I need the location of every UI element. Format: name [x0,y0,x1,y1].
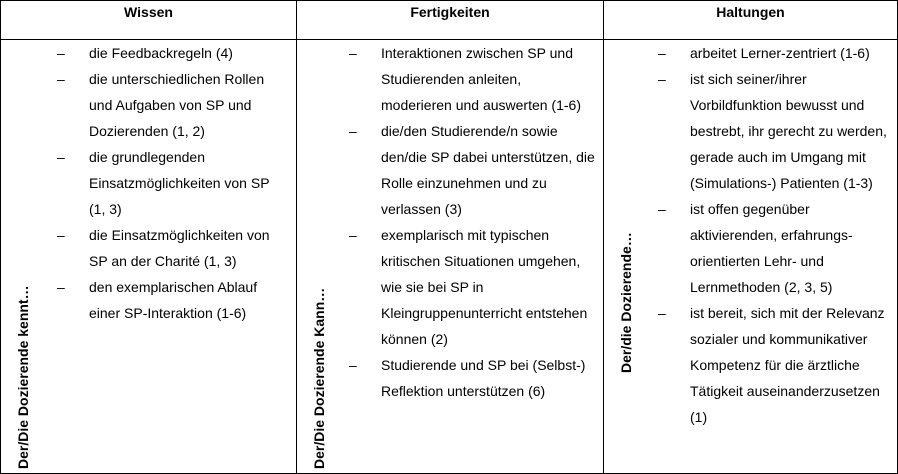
dash-bullet: – [658,45,666,61]
column-wissen [1,40,296,473]
list-item [349,118,595,222]
list-item [57,222,289,274]
list-item [57,274,289,326]
list-item [57,40,289,66]
column-fertigkeiten [297,40,603,473]
list-item-text: die grundlegenden Einsatzmöglichkeiten von SP (1, 3) [89,149,270,217]
list-item-text: ist bereit, sich mit der Relevanz sozialer und kommunikativer Kompetenz für die ärztliche Tätigkeit auseinanderzusetzen (1) [690,305,885,425]
list-item [349,352,595,404]
dash-bullet: – [57,149,65,165]
list-item-text: die unterschiedlichen Rollen und Aufgaben von SP und Dozierenden (1, 2) [89,71,265,139]
list-item [57,144,289,222]
row-label-kennt: Der/Die Dozierende kennt… [15,285,31,469]
fertigkeiten-list [349,40,595,404]
header-fertigkeiten: Fertigkeiten [410,4,490,20]
dash-bullet: – [349,227,357,243]
row-label-dozierende: Der/die Dozierende… [618,232,634,373]
dash-bullet: – [57,45,65,61]
dash-bullet: – [349,357,357,373]
list-item-text: Interaktionen zwischen SP und Studierenden anleiten, moderieren und auswerten (1-6) [381,45,581,113]
list-item [658,300,890,430]
header-haltungen: Haltungen [716,4,785,20]
list-item-text: den exemplarischen Ablauf einer SP-Interaktion (1-6) [89,279,258,321]
wissen-list [57,40,289,326]
dash-bullet: – [57,227,65,243]
dash-bullet: – [57,279,65,295]
dash-bullet: – [658,305,666,321]
list-item-text: ist sich seiner/ihrer Vorbildfunktion bewusst und bestrebt, ihr gerecht zu werden, gerade auch im Umgang mit (Simulations-) Patienten (1-3) [690,71,887,191]
haltungen-list [658,40,890,430]
row-label-kann: Der/Die Dozierende Kann… [311,287,327,469]
list-item-text: Studierende und SP bei (Selbst-) Reflektion unterstützen (6) [381,357,586,399]
header-wissen: Wissen [124,4,173,20]
list-item [658,40,890,66]
column-haltungen [604,40,897,473]
list-item-text: arbeitet Lerner-zentriert (1-6) [690,45,870,61]
list-item [658,66,890,196]
dash-bullet: – [349,45,357,61]
list-item-text: die/den Studierende/n sowie den/die SP dabei unterstützen, die Rolle einzunehmen und zu verlassen (3) [381,123,595,217]
list-item [57,66,289,144]
dash-bullet: – [658,71,666,87]
list-item [349,222,595,352]
list-item [349,40,595,118]
list-item-text: ist offen gegenüber aktivierenden, erfahrungs-orientierten Lehr- und Lernmethoden (2, 3, 5) [690,201,853,295]
table-header-row [1,1,897,40]
list-item-text: exemplarisch mit typischen kritischen Situationen umgehen, wie sie bei SP in Kleingruppenunterricht entstehen können (2) [381,227,588,347]
dash-bullet: – [349,123,357,139]
dash-bullet: – [658,201,666,217]
list-item [658,196,890,300]
dash-bullet: – [57,71,65,87]
list-item-text: die Einsatzmöglichkeiten von SP an der Charité (1, 3) [89,227,270,269]
list-item-text: die Feedbackregeln (4) [89,45,233,61]
